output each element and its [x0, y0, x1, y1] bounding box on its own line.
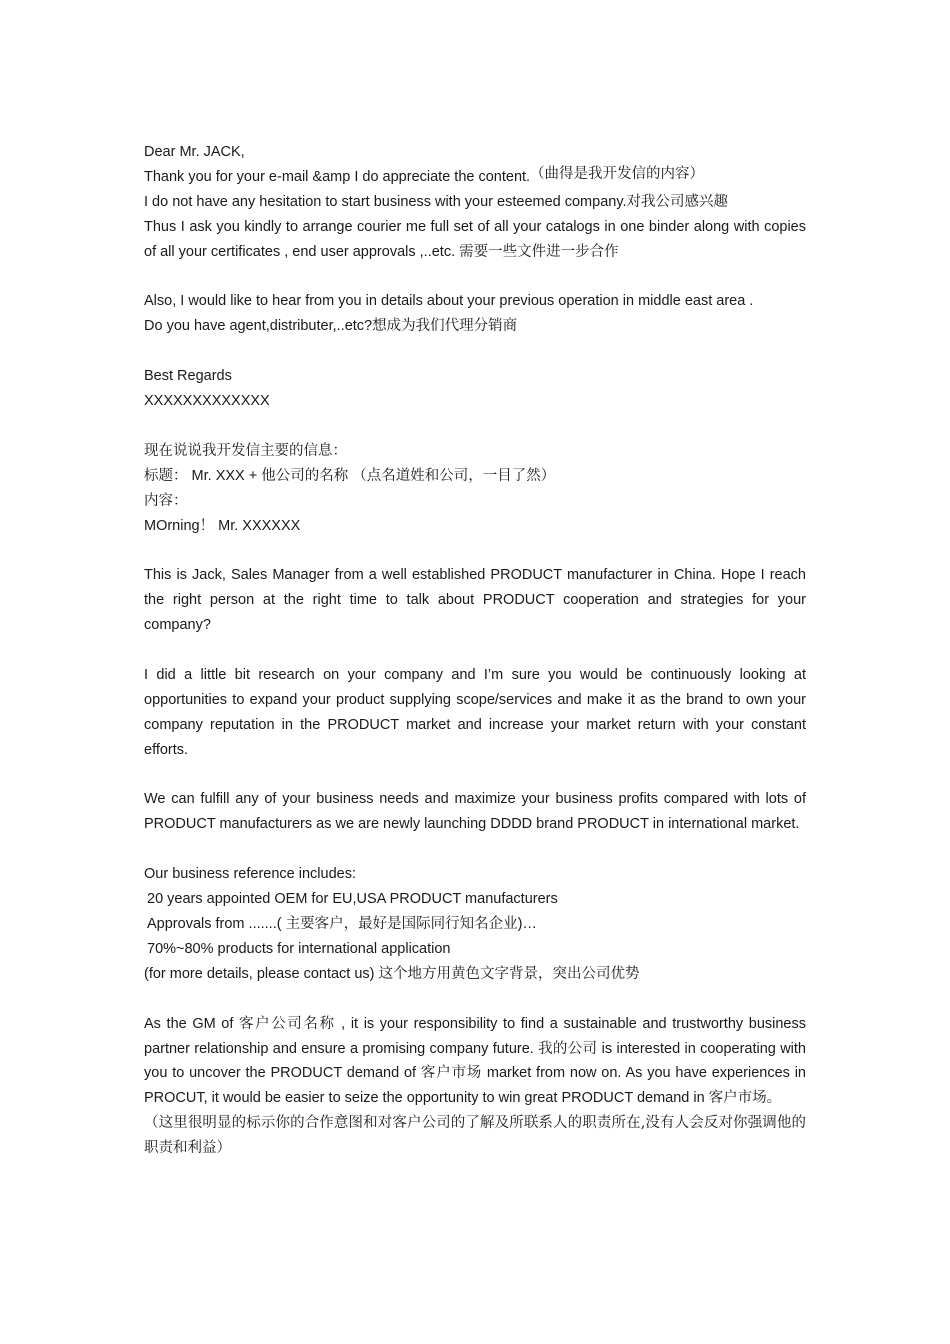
subject-line: [144, 464, 806, 489]
guide-intro: 现在说说我开发信主要的信息：: [144, 442, 347, 459]
reference-heading: Our business reference includes:: [144, 866, 356, 883]
reference-item: 70%~80% products for international application: [147, 940, 451, 957]
thanks-note: （曲得是我开发信的内容）: [530, 165, 704, 182]
spacer: [144, 265, 806, 290]
research-paragraph: I did a little bit research on your company and I’m sure you would be continuously looking at opportunities to expand your product supplying scope/services and make it as the brand to own your company reputation in the PRODUCT market and increase your market return with your constant efforts.: [144, 666, 806, 758]
reference-item: 20 years appointed OEM for EU,USA PRODUCT manufacturers: [147, 891, 558, 908]
hesitation-line: I do not have any hesitation to start business with your esteemed company.对我公司感兴趣: [144, 193, 729, 210]
content-label: 内容：: [144, 492, 188, 509]
subject-value: Mr. XXX + 他公司的名称 （点名道姓和公司，一目了然）: [187, 467, 556, 484]
closing: Best Regards: [144, 368, 232, 385]
spacer: [144, 538, 806, 563]
catalog-paragraph: Thus I ask you kindly to arrange courier me full set of all your catalogs in one binder along with copies of all your certificates , end user approvals ,..etc. 需要一些文件进一步合作: [144, 218, 806, 260]
intro-paragraph: This is Jack, Sales Manager from a well established PRODUCT manufacturer in China. Hope I reach the right person at the right time to talk about PRODUCT cooperation and strategies for your company?: [144, 567, 806, 634]
reference-more: (for more details, please contact us) 这个地方用黄色文字背景，突出公司优势: [144, 965, 640, 982]
signature: XXXXXXXXXXXXX: [144, 393, 270, 410]
spacer: [144, 414, 806, 439]
fulfill-paragraph: We can fulfill any of your business needs and maximize your business profits compared with lots of PRODUCT manufacturers as we are newly launching DDDD brand PRODUCT in international market.: [144, 791, 806, 833]
thanks-line: [144, 165, 806, 190]
spacer: [144, 638, 806, 663]
subject-label: 标题：: [144, 467, 188, 484]
gm-paragraph: As the GM of 客户公司名称 , it is your responsibility to find a sustainable and trustworthy business partner relationship and ensure a promising company future. 我的公司 is interested in cooperating with you to uncover the PRODUCT demand of 客户市场 market from now on. As you have experiences in PROCUT, it would be easier to seize the opportunity to win great PRODUCT demand in 客户市场。: [144, 1015, 806, 1107]
reference-item: Approvals from .......( 主要客户，最好是国际同行知名企业)…: [147, 915, 537, 932]
spacer: [144, 339, 806, 364]
middle-east-line: Also, I would like to hear from you in details about your previous operation in middle east area .: [144, 293, 754, 310]
spacer: [144, 987, 806, 1012]
greeting: Dear Mr. JACK,: [144, 144, 245, 160]
document-page: [144, 140, 806, 1161]
thanks-text: Thank you for your e-mail &amp I do appreciate the content.: [144, 168, 531, 185]
agent-line: Do you have agent,distributer,..etc?想成为我们代理分销商: [144, 318, 518, 335]
salutation: MOrning！ Mr. XXXXXX: [144, 517, 301, 534]
note-paragraph: （这里很明显的标示你的合作意图和对客户公司的了解及所联系人的职责所在,没有人会反对你强调他的职责和利益）: [144, 1115, 806, 1157]
spacer: [144, 763, 806, 788]
spacer: [144, 837, 806, 862]
